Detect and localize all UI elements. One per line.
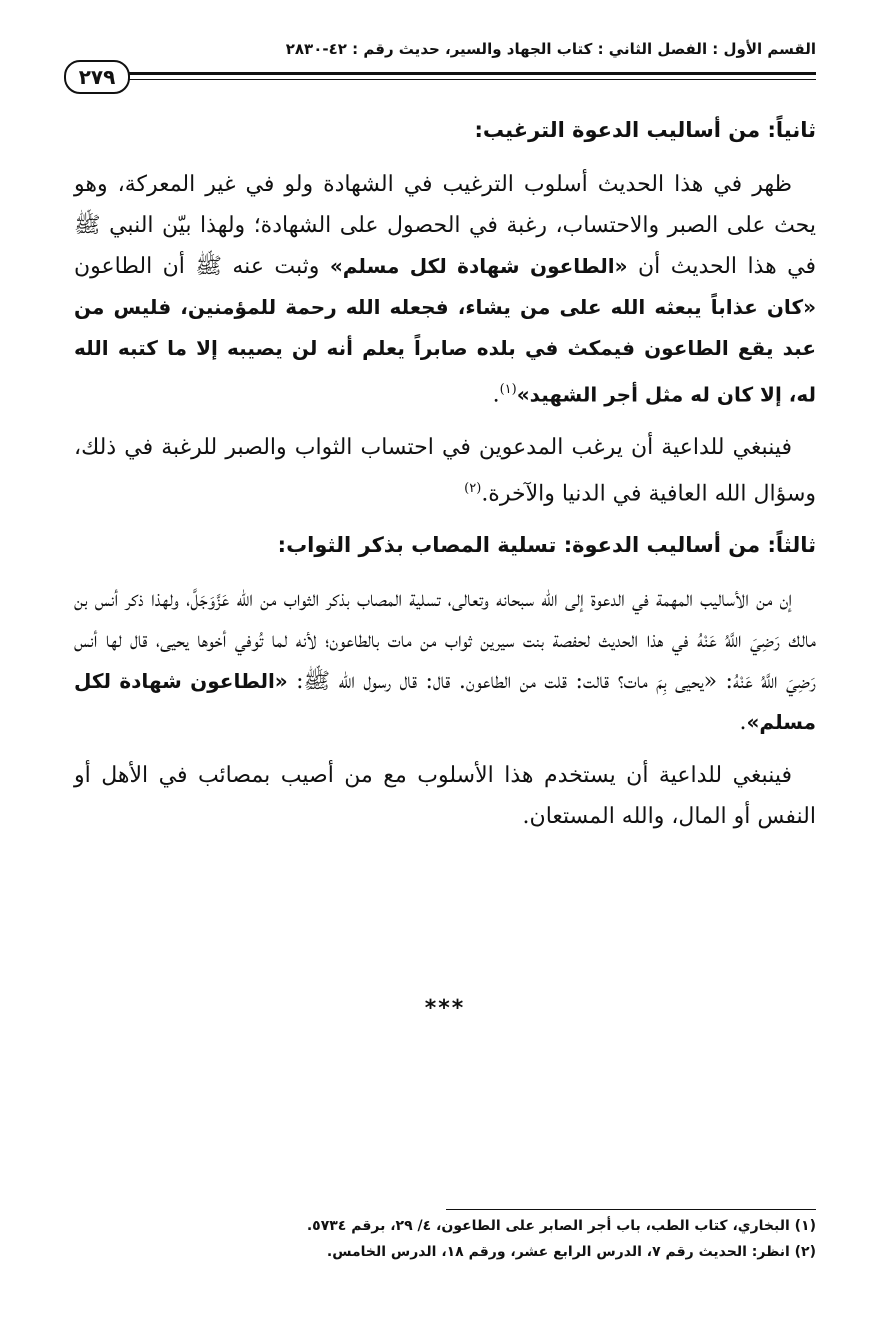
footnotes xyxy=(74,1213,816,1265)
paragraph-targhib-1 xyxy=(74,164,816,415)
header-rule-thin xyxy=(128,79,816,80)
section-separator-stars: *** xyxy=(424,996,466,1021)
hadith-quote: «كان عذاباً يبعثه الله على من يشاء، فجعله الله رحمة للمؤمنين، فليس من عبد يقع الطاعون فيمكث في بلده صابراً يعلم أنه لن يصيبه إلا ما كتبه الله له، إلا كان له مثل أجر الشهيد» xyxy=(74,295,816,407)
paragraph-text: . xyxy=(492,382,500,408)
section-heading-tasliya: ثالثاً: من أساليب الدعوة: تسلية المصاب بذكر الثواب: xyxy=(277,532,816,557)
running-header-title: القسم الأول : الفصل الثاني : كتاب الجهاد والسير، حديث رقم : ٤٢-٢٨٣٠ xyxy=(285,40,816,58)
paragraph-tasliya-2 xyxy=(74,755,816,837)
hadith-quote: «الطاعون شهادة لكل مسلم» xyxy=(74,668,816,734)
page-body xyxy=(74,104,816,849)
paragraph-text: فينبغي للداعية أن يستخدم هذا الأسلوب مع من أصيب بمصائب في الأهل أو النفس أو المال، والله المستعان. xyxy=(74,762,816,829)
paragraph-tasliya-1 xyxy=(74,579,816,743)
paragraph-text: وثبت عنه ﷺ أن الطاعون xyxy=(74,254,330,279)
page-number: ٢٧٩ xyxy=(64,60,130,94)
paragraph-text: فينبغي للداعية أن يرغب المدعوين في احتساب الثواب والصبر للرغبة في ذلك، وسؤال الله العافية في الدنيا والآخرة. xyxy=(74,435,816,507)
paragraph-text: ظهر في هذا الحديث أسلوب الترغيب في الشهادة ولو في غير المعركة، وهو يحث على الصبر والاحتساب، رغبة في الحصول على الشهادة؛ ولهذا بيّن النبي ﷺ في هذا الحديث أن xyxy=(74,172,817,279)
paragraph-targhib-2 xyxy=(74,427,816,514)
hadith-quote: «الطاعون شهادة لكل مسلم» xyxy=(329,254,628,278)
footnote-1: (١) البخاري، كتاب الطب، باب أجر الصابر على الطاعون، ٤/ ٢٩، برقم ٥٧٣٤. xyxy=(306,1218,816,1234)
footnote-rule xyxy=(446,1209,816,1210)
paragraph-text: . xyxy=(739,709,747,735)
footnote-ref-1[interactable]: (١) xyxy=(499,382,517,397)
footnote-ref-2[interactable]: (٢) xyxy=(464,481,482,497)
paragraph-text: إن من الأساليب المهمة في الدعوة إلى الله سبحانه وتعالى، تسلية المصاب بذكر الثواب من الله عَزَّوَجَلَّ، ولهذا ذكر أنس بن مالك رَضِيَ اللَّهُ عَنْهُ في هذا الحديث لحفصة بنت سيرين ثواب من مات بالطاعون؛ لأنه لما تُوفي أخوها يحيى، قال لها أنس رَضِيَ اللَّهُ عَنْهُ: «يحيى بِمَ مات؟ قالت: قلت من الطاعون. قال: قال رسول الله ﷺ: xyxy=(74,586,816,694)
header-rule xyxy=(128,72,816,75)
footnote-2: (٢) انظر: الحديث رقم ٧، الدرس الرابع عشر، ورقم ١٨، الدرس الخامس. xyxy=(326,1244,816,1260)
section-heading-targhib: ثانياً: من أساليب الدعوة الترغيب: xyxy=(474,118,816,142)
